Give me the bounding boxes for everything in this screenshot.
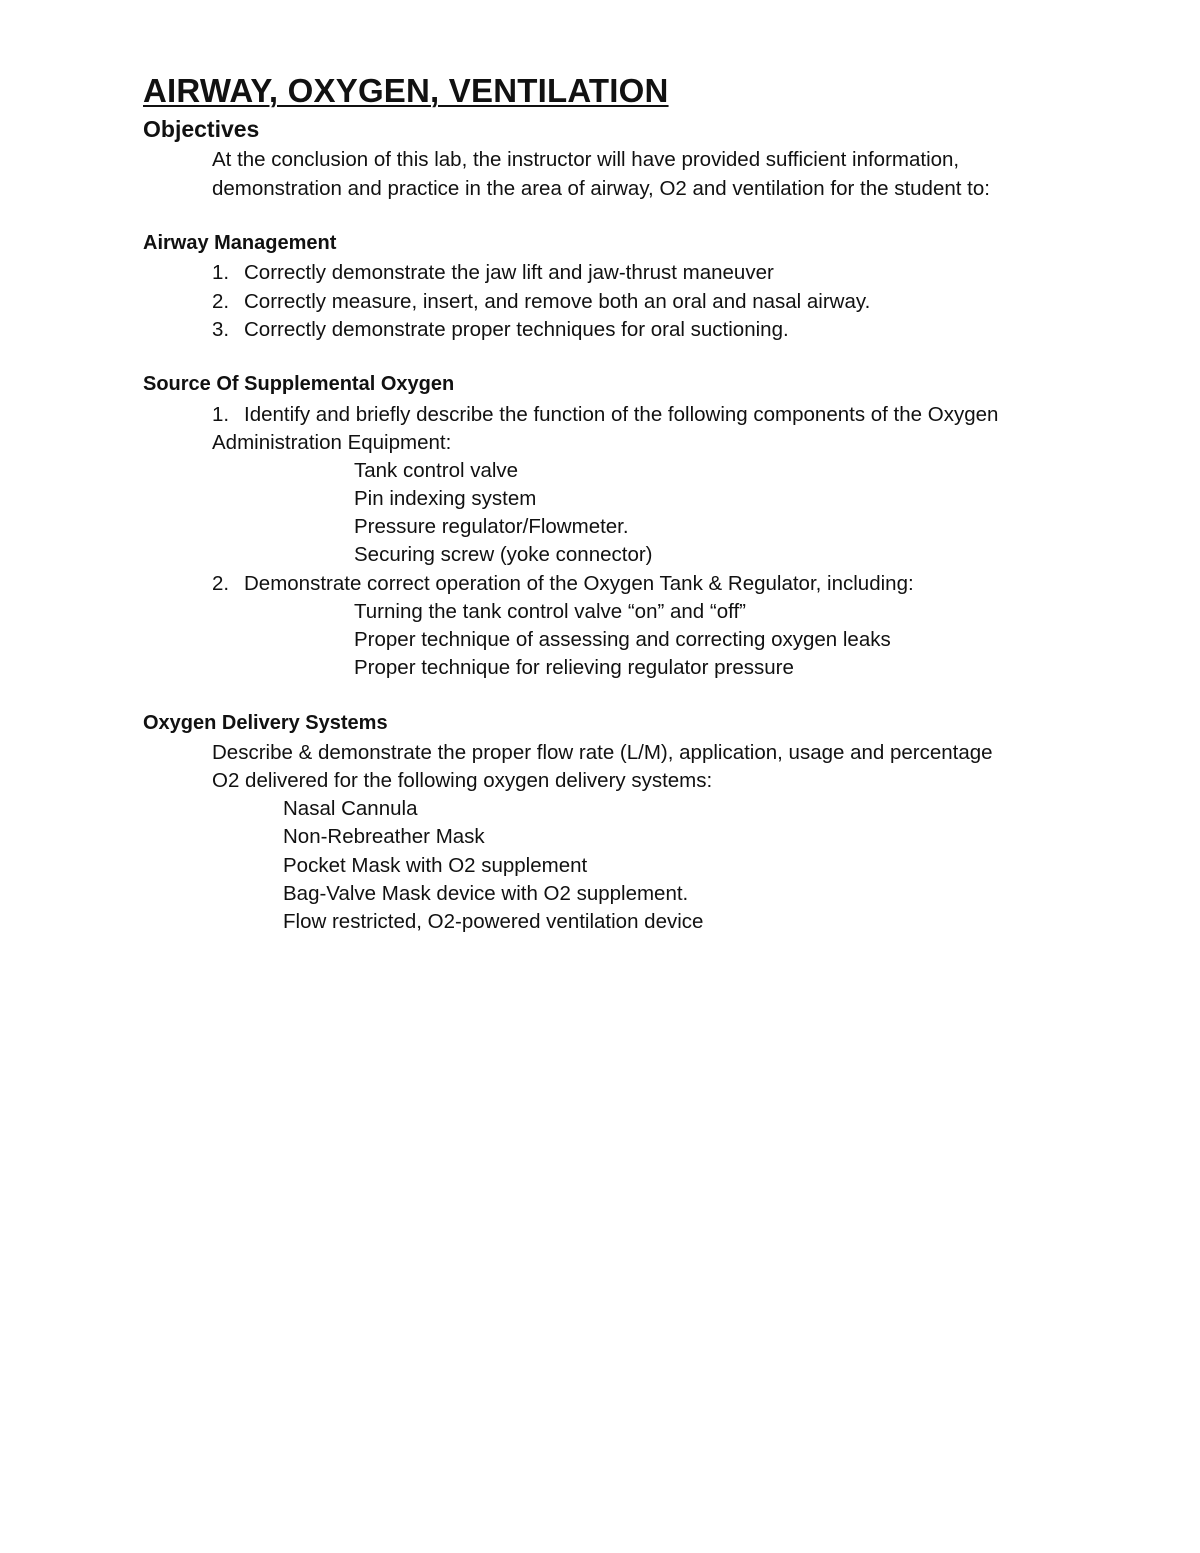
equipment-subitem: Tank control valve [354,459,519,482]
delivery-system-item: Nasal Cannula [283,797,418,820]
airway-management-heading: Airway Management [143,232,337,254]
objectives-heading: Objectives [143,116,260,142]
delivery-system-item: Flow restricted, O2-powered ventilation device [283,910,704,933]
delivery-system-item: Pocket Mask with O2 supplement [283,854,588,877]
equipment-subitem: Securing screw (yoke connector) [354,543,653,566]
delivery-intro-line: Describe & demonstrate the proper flow rate (L/M), application, usage and percentage [212,741,993,764]
airway-item [212,316,789,344]
delivery-systems-heading: Oxygen Delivery Systems [143,712,388,734]
operation-subitem: Proper technique for relieving regulator pressure [354,656,794,679]
list-item-continuation: Administration Equipment: [212,431,452,454]
delivery-system-item: Bag-Valve Mask device with O2 supplement. [283,882,689,905]
list-item-text: Correctly demonstrate proper techniques for oral suctioning. [244,318,789,341]
list-number: 2. [212,572,230,595]
operation-subitem: Proper technique of assessing and correcting oxygen leaks [354,628,891,651]
delivery-intro-line: O2 delivered for the following oxygen delivery systems: [212,769,713,792]
objectives-intro-line: At the conclusion of this lab, the instructor will have provided sufficient information, [212,148,960,171]
oxygen-item [212,570,914,598]
list-item-text: Correctly demonstrate the jaw lift and jaw-thrust maneuver [244,261,774,284]
document-title: AIRWAY, OXYGEN, VENTILATION [143,72,669,109]
list-number: 2. [212,290,230,313]
objectives-intro-line: demonstration and practice in the area of airway, O2 and ventilation for the student to: [212,177,990,200]
list-item-text: Identify and briefly describe the function of the following components of the Oxygen [244,403,999,426]
list-number: 3. [212,318,230,341]
delivery-system-item: Non-Rebreather Mask [283,825,485,848]
list-item-text: Correctly measure, insert, and remove both an oral and nasal airway. [244,290,871,313]
equipment-subitem: Pressure regulator/Flowmeter. [354,515,629,538]
oxygen-item [212,401,998,429]
supplemental-oxygen-heading: Source Of Supplemental Oxygen [143,373,455,395]
list-number: 1. [212,261,230,284]
list-number: 1. [212,403,230,426]
airway-item [212,288,870,316]
operation-subitem: Turning the tank control valve “on” and “off” [354,600,746,623]
equipment-subitem: Pin indexing system [354,487,537,510]
list-item-text: Demonstrate correct operation of the Oxygen Tank & Regulator, including: [244,572,914,595]
airway-item [212,259,774,287]
